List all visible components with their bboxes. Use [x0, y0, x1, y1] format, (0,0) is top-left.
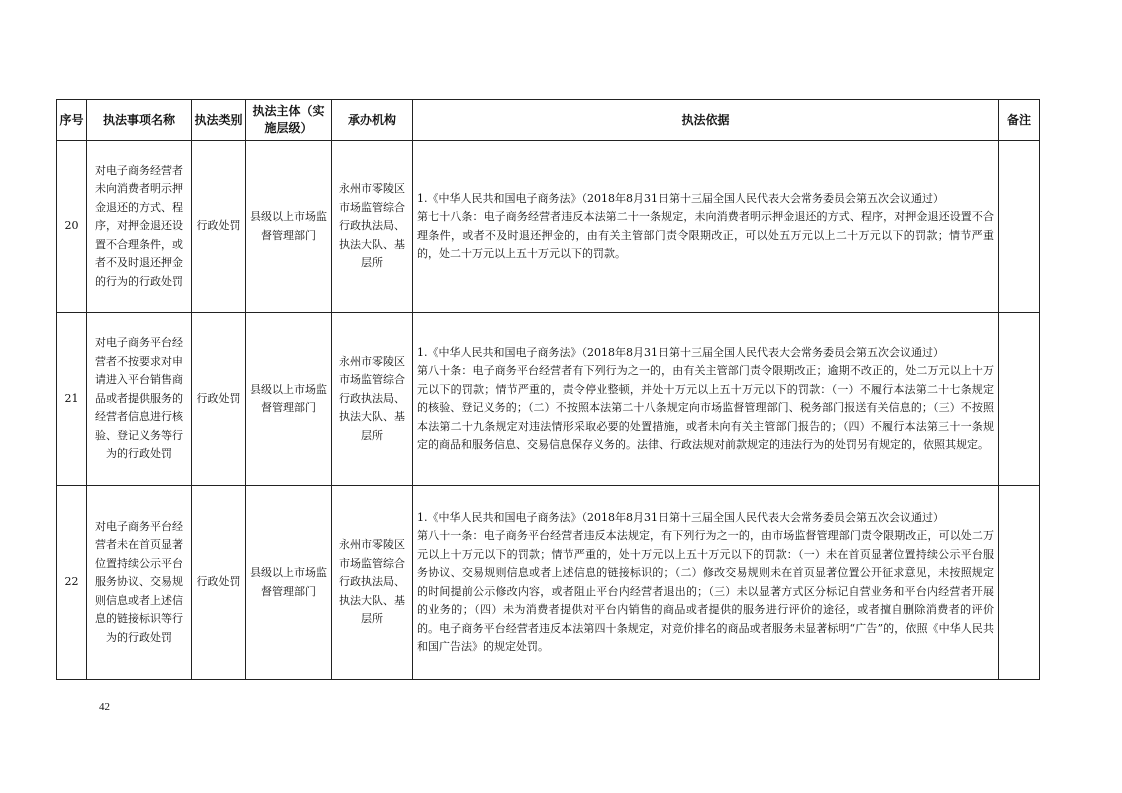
table-row: [57, 141, 1040, 313]
table-header-row: [57, 100, 1040, 141]
row-agency: 永州市零陵区市场监管综合行政执法局、执法大队、基层所: [332, 313, 413, 486]
table-row: [57, 486, 1040, 680]
row-subject: 县级以上市场监督管理部门: [246, 486, 332, 680]
row-item-name: 对电子商务平台经营者不按要求对申请进入平台销售商品或者提供服务的经营者信息进行核验、登记义务等行为的行政处罚: [87, 313, 192, 486]
header-item-name: 执法事项名称: [87, 100, 192, 141]
row-agency: 永州市零陵区市场监管综合行政执法局、执法大队、基层所: [332, 486, 413, 680]
basis-article: 第八十一条：电子商务平台经营者违反本法规定，有下列行为之一的，由市场监督管理部门责令限期改正，可以处二万元以上十万元以下的罚款；情节严重的，处十万元以上五十万元以下的罚款：（一）未在首页显著位置持续公示平台服务协议、交易规则信息或者上述信息的链接标识的；（二）修改交易规则未在首页显著位置公开征求意见，未按照规定的时间提前公示修改内容，或者阻止平台内经营者退出的；（三）未以显著方式区分标记自营业务和平台内经营者开展的业务的；（四）未为消费者提供对平台内销售的商品或者提供的服务进行评价的途径，或者擅自删除消费者的评价的。电子商务平台经营者违反本法第四十条规定，对竞价排名的商品或者服务未显著标明“广告”的，依照《中华人民共和国广告法》的规定处罚。: [417, 529, 994, 653]
row-basis: [413, 141, 999, 313]
row-remark: [999, 141, 1040, 313]
header-basis: 执法依据: [413, 100, 999, 141]
header-agency: 承办机构: [332, 100, 413, 141]
row-item-name: 对电子商务经营者未向消费者明示押金退还的方式、程序，对押金退还设置不合理条件，或者不及时退还押金的行为的行政处罚: [87, 141, 192, 313]
header-category: 执法类别: [192, 100, 246, 141]
header-remark: 备注: [999, 100, 1040, 141]
row-item-name: 对电子商务平台经营者未在首页显著位置持续公示平台服务协议、交易规则信息或者上述信息的链接标识等行为的行政处罚: [87, 486, 192, 680]
row-remark: [999, 313, 1040, 486]
basis-article: 第七十八条：电子商务经营者违反本法第二十一条规定，未向消费者明示押金退还的方式、程序，对押金退还设置不合理条件，或者不及时退还押金的，由有关主管部门责令限期改正，可以处五万元以上二十万元以下的罚款；情节严重的，处二十万元以上五十万元以下的罚款。: [417, 210, 994, 260]
header-seq: 序号: [57, 100, 87, 141]
enforcement-table: [56, 99, 1040, 680]
basis-law-title: 1.《中华人民共和国电子商务法》（2018年8月31日第十三届全国人民代表大会常务委员会第五次会议通过）: [417, 345, 944, 359]
header-subject: 执法主体（实施层级）: [246, 100, 332, 141]
row-seq: 20: [57, 141, 87, 313]
table-row: [57, 313, 1040, 486]
row-subject: 县级以上市场监督管理部门: [246, 313, 332, 486]
row-category: 行政处罚: [192, 141, 246, 313]
basis-article: 第八十条：电子商务平台经营者有下列行为之一的，由有关主管部门责令限期改正；逾期不改正的，处二万元以上十万元以下的罚款；情节严重的，责令停业整顿，并处十万元以上五十万元以下的罚款：（一）不履行本法第二十七条规定的核验、登记义务的；（二）不按照本法第二十八条规定向市场监督管理部门、税务部门报送有关信息的；（三）不按照本法第二十九条规定对违法情形采取必要的处置措施，或者未向有关主管部门报告的；（四）不履行本法第三十一条规定的商品和服务信息、交易信息保存义务的。法律、行政法规对前款规定的违法行为的处罚另有规定的，依照其规定。: [417, 364, 994, 451]
basis-law-title: 1.《中华人民共和国电子商务法》（2018年8月31日第十三届全国人民代表大会常务委员会第五次会议通过）: [417, 510, 944, 524]
row-agency: 永州市零陵区市场监管综合行政执法局、执法大队、基层所: [332, 141, 413, 313]
row-basis: [413, 313, 999, 486]
row-category: 行政处罚: [192, 313, 246, 486]
row-basis: [413, 486, 999, 680]
row-remark: [999, 486, 1040, 680]
row-seq: 22: [57, 486, 87, 680]
row-seq: 21: [57, 313, 87, 486]
row-category: 行政处罚: [192, 486, 246, 680]
row-subject: 县级以上市场监督管理部门: [246, 141, 332, 313]
basis-law-title: 1.《中华人民共和国电子商务法》（2018年8月31日第十三届全国人民代表大会常务委员会第五次会议通过）: [417, 191, 944, 205]
page-number: 42: [99, 701, 110, 713]
